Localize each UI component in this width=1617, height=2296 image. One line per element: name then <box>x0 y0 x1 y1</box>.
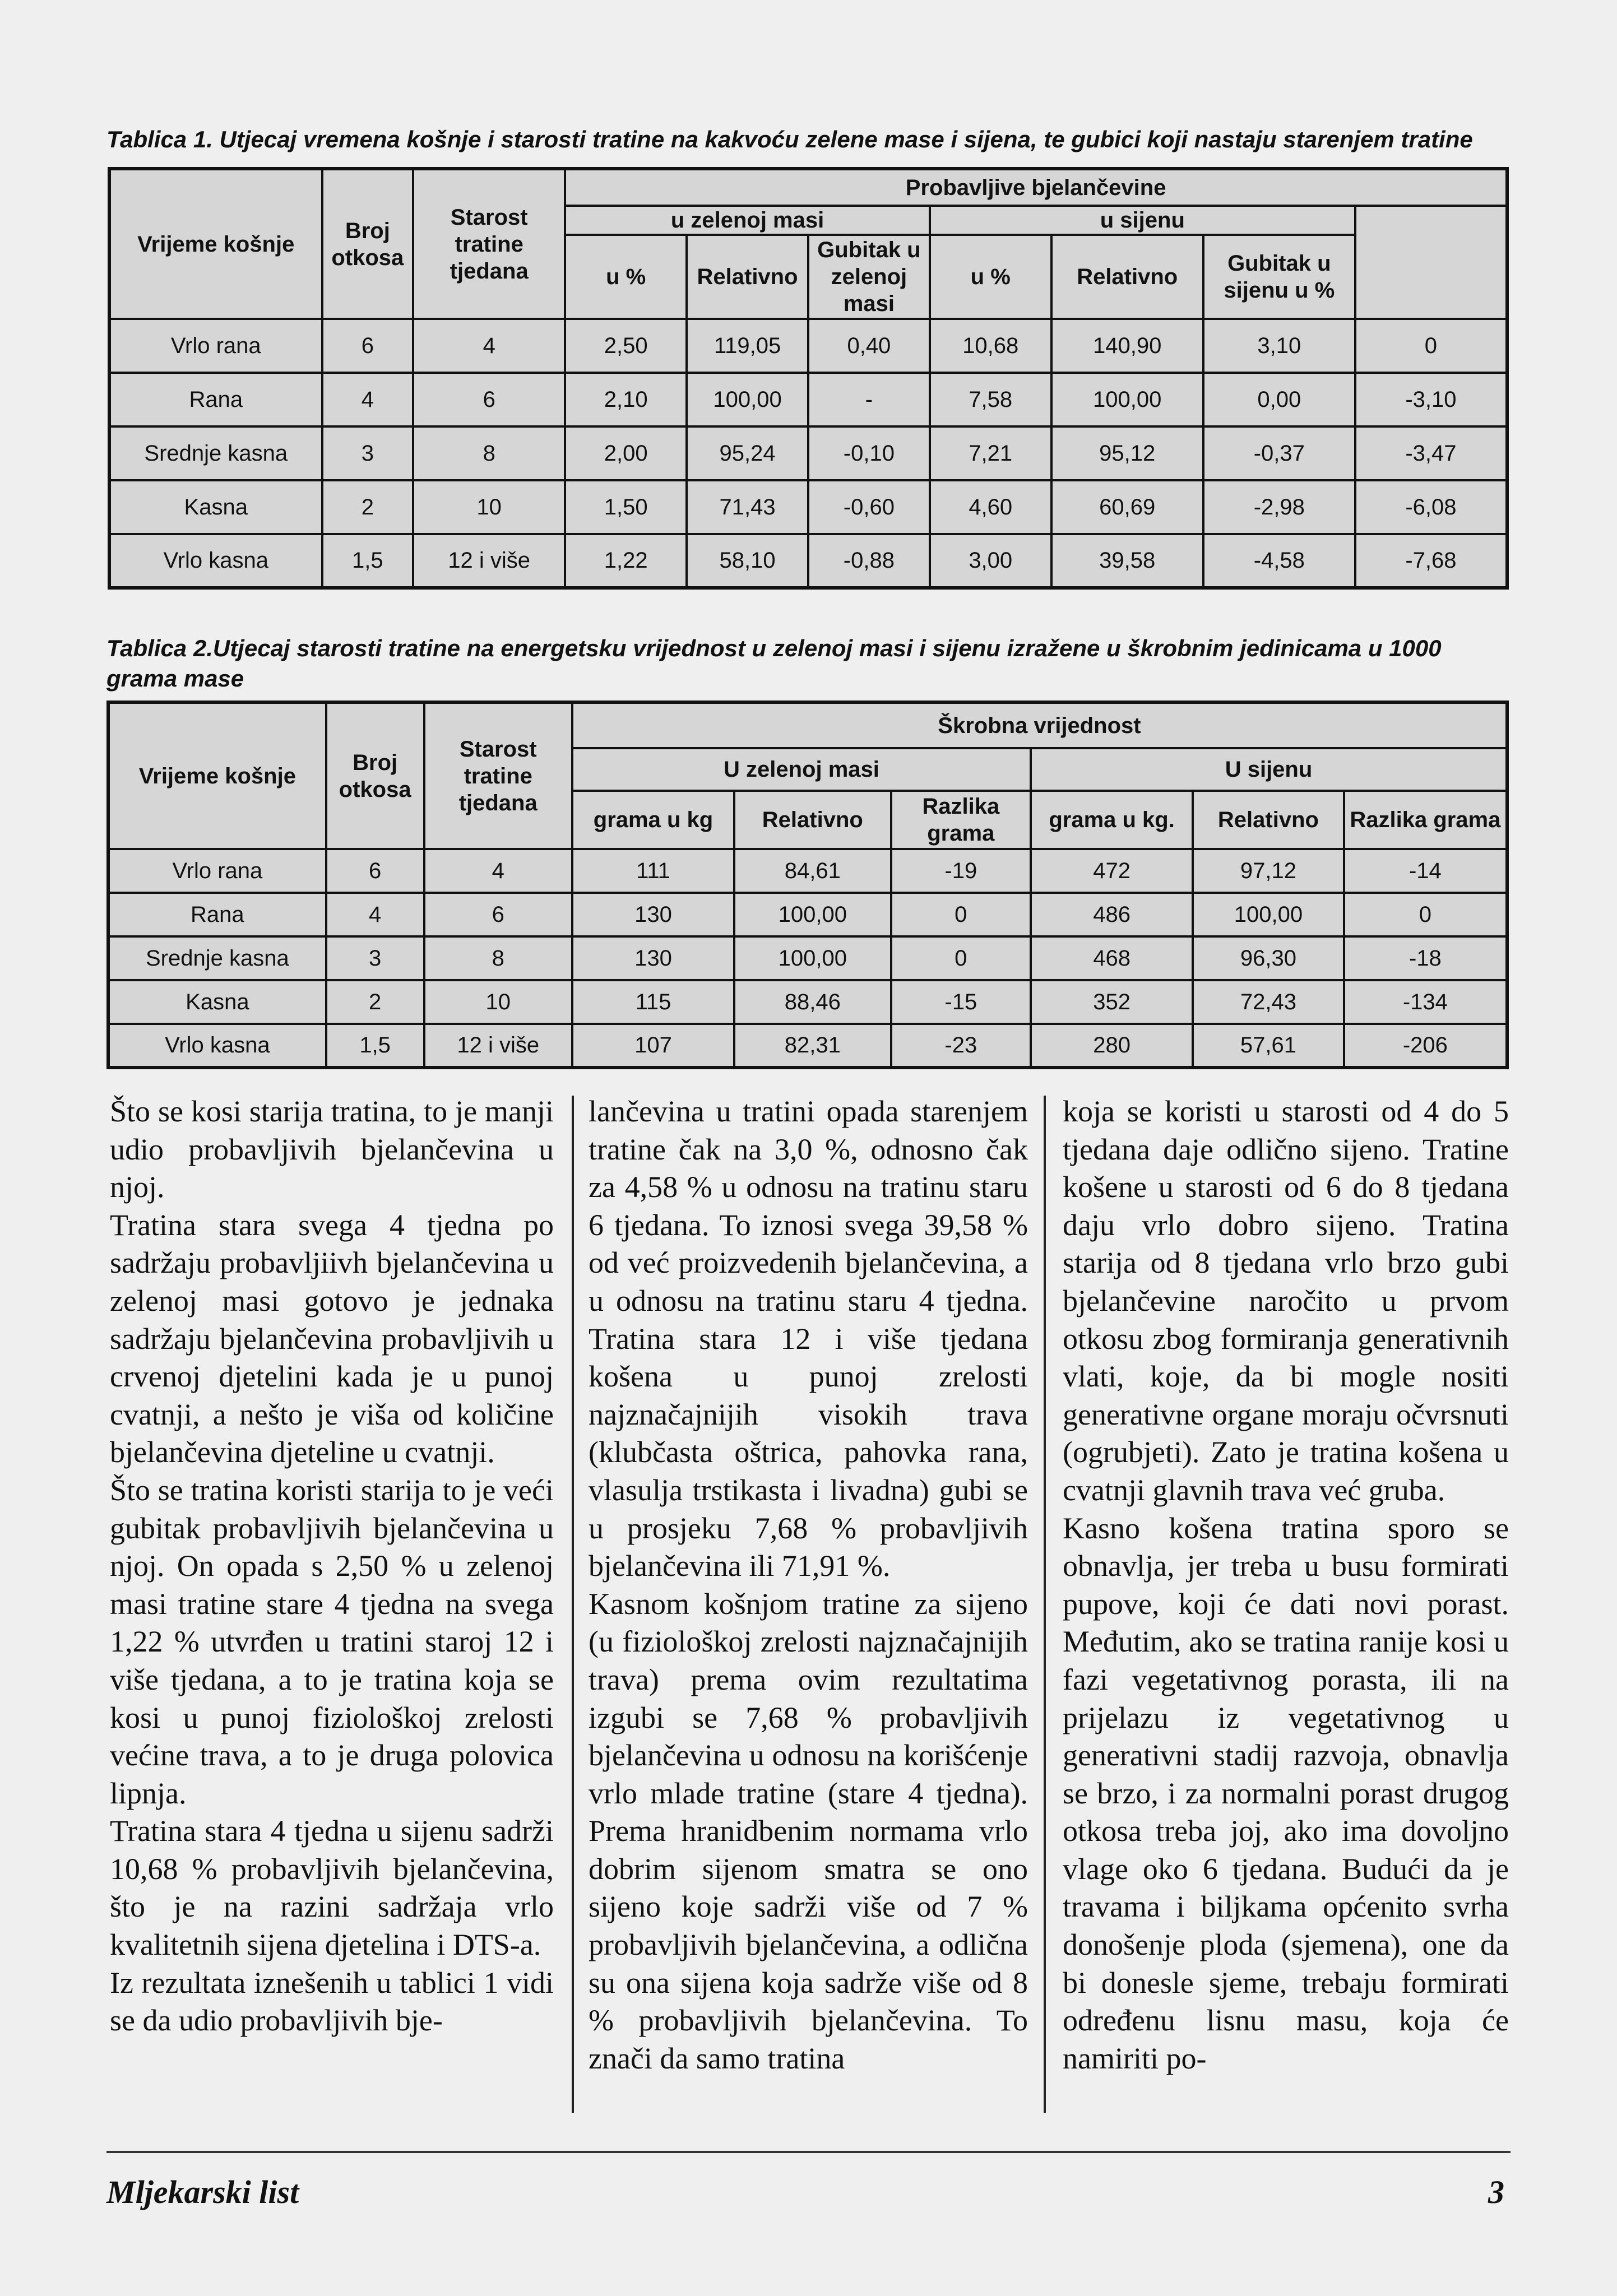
t2-cell: 12 i više <box>424 1024 572 1068</box>
t1-cell: Kasna <box>109 480 322 534</box>
t2-header-starost: Starost tratine tjedana <box>424 702 572 849</box>
t2-cell: 100,00 <box>734 936 891 980</box>
t1-row <box>109 480 1507 534</box>
paragraph: Iz rezultata iznešenih u tablici 1 vidi se da udio probavljivih bje- <box>110 1965 554 2038</box>
t1-cell: 100,00 <box>1051 373 1203 426</box>
t2-cell: 88,46 <box>734 980 891 1024</box>
t1-cell: 4 <box>413 319 565 373</box>
t2-cell: 57,61 <box>1193 1024 1344 1068</box>
t2-cell: -18 <box>1344 936 1507 980</box>
t2-cell: -23 <box>891 1024 1031 1068</box>
t1-header-u-pct: u % <box>565 235 687 319</box>
t2-header-sijeno: U sijenu <box>1031 748 1507 791</box>
t2-row <box>108 980 1507 1024</box>
t2-cell: -19 <box>891 849 1031 893</box>
t1-cell: Vrlo rana <box>109 319 322 373</box>
t1-cell: 95,24 <box>687 426 808 480</box>
t1-cell: 10 <box>413 480 565 534</box>
t2-cell: 472 <box>1031 849 1193 893</box>
t2-cell: Kasna <box>108 980 326 1024</box>
t2-header-razlika2: Razlika grama <box>1344 791 1507 849</box>
t2-cell: 100,00 <box>734 893 891 936</box>
t1-cell: -7,68 <box>1355 534 1507 588</box>
footer-rule <box>106 2151 1511 2153</box>
t1-cell: 3 <box>322 426 414 480</box>
t1-cell: -0,88 <box>808 534 930 588</box>
t1-cell: 2,10 <box>565 373 687 426</box>
t2-cell: 280 <box>1031 1024 1193 1068</box>
t1-cell: - <box>808 373 930 426</box>
t1-cell: Srednje kasna <box>109 426 322 480</box>
t1-cell: 6 <box>413 373 565 426</box>
t2-row <box>108 1024 1507 1068</box>
t1-header-relativno: Relativno <box>687 235 808 319</box>
t2-cell: -15 <box>891 980 1031 1024</box>
article-column-2 <box>589 1093 1028 2077</box>
t1-cell: 2 <box>322 480 414 534</box>
t1-header-starost: Starost tratine tjedana <box>413 169 565 319</box>
t1-cell: 0 <box>1355 319 1507 373</box>
t1-row <box>109 534 1507 588</box>
t1-header-relativno2: Relativno <box>1051 235 1203 319</box>
paragraph: Tratina stara svega 4 tjedna po sadržaju probavljiivh bjelančevina u zelenoj masi gotovo je jednaka sadržaju bjelančevina probavljivih u crvenoj djetelini kada je u punoj cvatnji, a nešto je viša od količine bjelančevina djeteline u cvatnji. <box>110 1208 554 1469</box>
paragraph: koja se koristi u starosti od 4 do 5 tjedana daje odlično sijeno. Tratine košene u starosti od 6 do 8 tjedana daju vrlo dobro sijeno. Tratina starija od 8 tjedana vrlo brzo gubi bjelančevine naročito u prvom otkosu zbog formiranja generativnih vlati, koje, da bi mogle nositi generativne organe moraju očvrsnuti (ogrubjeti). Zato je tratina košena u cvatnji glavnih trava već gruba. <box>1063 1094 1509 1507</box>
t2-header-relativno: Relativno <box>734 791 891 849</box>
t1-cell: -3,10 <box>1355 373 1507 426</box>
t2-cell: 8 <box>424 936 572 980</box>
t2-cell: 1,5 <box>326 1024 424 1068</box>
t1-row <box>109 319 1507 373</box>
t1-cell: 12 i više <box>413 534 565 588</box>
t1-cell: 1,50 <box>565 480 687 534</box>
t1-cell: 119,05 <box>687 319 808 373</box>
t2-row <box>108 936 1507 980</box>
t1-cell: 60,69 <box>1051 480 1203 534</box>
t1-cell: 8 <box>413 426 565 480</box>
t1-cell: -6,08 <box>1355 480 1507 534</box>
paragraph: Kasno košena tratina sporo se obnavlja, jer treba u busu formirati pupove, koji će dati novi porast. Međutim, ako se tratina ranije kosi u fazi vegetativnog porasta, ili na prijelazu iz vegetativnog u generativni stadij razvoja, obnavlja se brzo, i za normalni porast drugog otkosa treba joj, ako ima dovoljno vlage oko 6 tjedana. Budući da je travama i biljkama općenito svrha donošenje ploda (sjemena), one da bi donesle sjeme, trebaju formirati određenu lisnu masu, koja će namiriti po- <box>1063 1511 1509 2075</box>
paragraph: Kasnom košnjom tratine za sijeno (u fiziološkoj zrelosti najznačajnijih trava) prema ovim rezultatima izgubi se 7,68 % probavljivih bjelančevina u odnosu na korišćenje vrlo mlade tratine (stare 4 tjedna). Prema hranidbenim normama vrlo dobrim sijenom smatra se ono sijeno koje sadrži više od 7 % probavljivih bjelančevina, a odlična su ona sijena koja sadrže više od 8 % probavljivih bjelančevina. To znači da samo tratina <box>589 1587 1028 2075</box>
t1-header-vrijeme: Vrijeme košnje <box>109 169 322 319</box>
table2-caption: Tablica 2.Utjecaj starosti tratine na energetsku vrijednost u zelenoj masi i sijenu izražene u škrobnim jedinicama u 1000 grama mase <box>106 635 1442 692</box>
t2-cell: 0 <box>1344 893 1507 936</box>
t2-cell: 6 <box>326 849 424 893</box>
t2-cell: -134 <box>1344 980 1507 1024</box>
t1-cell: 7,21 <box>930 426 1051 480</box>
t2-cell: -14 <box>1344 849 1507 893</box>
t1-cell: -2,98 <box>1203 480 1355 534</box>
t1-row <box>109 426 1507 480</box>
t1-cell: -3,47 <box>1355 426 1507 480</box>
paragraph: Što se tratina koristi starija to je veći gubitak probavljivih bjelančevina u njoj. On opada s 2,50 % u zelenoj masi tratine stare 4 tjedna na svega 1,22 % utvrđen u tratini staroj 12 i više tjedana, a to je tratina koja se kosi u punoj fiziološkoj zrelosti većine trava, a to je druga polovica lipnja. <box>110 1473 554 1810</box>
t1-cell: 100,00 <box>687 373 808 426</box>
t1-cell: 39,58 <box>1051 534 1203 588</box>
t2-cell: 130 <box>572 893 734 936</box>
t2-cell: Vrlo rana <box>108 849 326 893</box>
column-divider <box>1044 1096 1046 2113</box>
t2-cell: 100,00 <box>1193 893 1344 936</box>
t1-cell: -0,60 <box>808 480 930 534</box>
t1-cell: Rana <box>109 373 322 426</box>
t1-header-empty <box>1355 206 1507 319</box>
table2 <box>106 701 1509 1069</box>
t2-cell: 130 <box>572 936 734 980</box>
t2-header-group: Škrobna vrijednost <box>572 702 1507 748</box>
t2-cell: 0 <box>891 936 1031 980</box>
t1-cell: Vrlo kasna <box>109 534 322 588</box>
t2-cell: Srednje kasna <box>108 936 326 980</box>
article-column-3 <box>1063 1093 1509 2077</box>
t2-cell: 0 <box>891 893 1031 936</box>
t2-cell: 72,43 <box>1193 980 1344 1024</box>
t2-header-relativno2: Relativno <box>1193 791 1344 849</box>
t1-header-broj: Broj otkosa <box>322 169 414 319</box>
t2-cell: Vrlo kasna <box>108 1024 326 1068</box>
t1-cell: -0,10 <box>808 426 930 480</box>
t2-cell: 4 <box>326 893 424 936</box>
t1-cell: -4,58 <box>1203 534 1355 588</box>
t2-cell: 115 <box>572 980 734 1024</box>
t2-row <box>108 849 1507 893</box>
t1-cell: 7,58 <box>930 373 1051 426</box>
t2-cell: 10 <box>424 980 572 1024</box>
t1-header-gubitak-zelena: Gubitak u zelenoj masi <box>808 235 930 319</box>
paragraph: Što se kosi starija tratina, to je manji udio probavljivih bjelančevina u njoj. <box>110 1094 554 1204</box>
t2-cell: 111 <box>572 849 734 893</box>
t2-cell: 486 <box>1031 893 1193 936</box>
t2-cell: 3 <box>326 936 424 980</box>
t2-cell: 84,61 <box>734 849 891 893</box>
t1-cell: 3,00 <box>930 534 1051 588</box>
journal-name: Mljekarski list <box>106 2174 299 2210</box>
t1-cell: 2,00 <box>565 426 687 480</box>
article-column-1 <box>110 1093 554 2040</box>
t2-cell: Rana <box>108 893 326 936</box>
t2-header-razlika: Razlika grama <box>891 791 1031 849</box>
t2-header-broj: Broj otkosa <box>326 702 424 849</box>
t1-cell: -0,37 <box>1203 426 1355 480</box>
t1-cell: 4 <box>322 373 414 426</box>
t1-cell: 0,40 <box>808 319 930 373</box>
t2-header-grama-kg2: grama u kg. <box>1031 791 1193 849</box>
t1-cell: 95,12 <box>1051 426 1203 480</box>
t2-cell: -206 <box>1344 1024 1507 1068</box>
t2-cell: 107 <box>572 1024 734 1068</box>
paragraph: Tratina stara 4 tjedna u sijenu sadrži 10,68 % probavljivih bjelančevina, što je na razini sadržaja vrlo kvalitetnih sijena djetelina i DTS-a. <box>110 1814 554 1962</box>
t1-header-gubitak-sijeno: Gubitak u sijenu u % <box>1203 235 1355 319</box>
t1-cell: 2,50 <box>565 319 687 373</box>
t2-cell: 468 <box>1031 936 1193 980</box>
t2-cell: 352 <box>1031 980 1193 1024</box>
t1-cell: 0,00 <box>1203 373 1355 426</box>
t2-cell: 82,31 <box>734 1024 891 1068</box>
table1-caption: Tablica 1. Utjecaj vremena košnje i starosti tratine na kakvoću zelene mase i sijena, te gubici koji nastaju starenjem tratine <box>106 126 1473 152</box>
t2-cell: 6 <box>424 893 572 936</box>
t2-cell: 96,30 <box>1193 936 1344 980</box>
t1-cell: 6 <box>322 319 414 373</box>
paragraph: lančevina u tratini opada starenjem tratine čak na 3,0 %, odnosno čak za 4,58 % u odnosu na tratinu staru 6 tjedana. To iznosi svega 39,58 % od već proizvedenih bjelančevina, a u odnosu na tratinu staru 4 tjedna. Tratina stara 12 i više tjedana košena u punoj zrelosti najznačajnijih visokih trava (klubčasta oštrica, pahovka rana, vlasulja trstikasta i livadna) gubi se u prosjeku 7,68 % probavljivih bjelančevina ili 71,91 %. <box>589 1094 1028 1583</box>
t1-cell: 4,60 <box>930 480 1051 534</box>
t1-header-sijeno: u sijenu <box>930 206 1355 235</box>
t1-header-zelena: u zelenoj masi <box>565 206 930 235</box>
table1 <box>108 167 1509 590</box>
t1-cell: 10,68 <box>930 319 1051 373</box>
t2-row <box>108 893 1507 936</box>
t1-cell: 1,5 <box>322 534 414 588</box>
t1-row <box>109 373 1507 426</box>
t2-header-vrijeme: Vrijeme košnje <box>108 702 326 849</box>
t1-header-group: Probavljive bjelančevine <box>565 169 1507 206</box>
t2-header-zelena: U zelenoj masi <box>572 748 1031 791</box>
t2-cell: 4 <box>424 849 572 893</box>
column-divider <box>572 1096 574 2113</box>
t2-cell: 97,12 <box>1193 849 1344 893</box>
t1-cell: 71,43 <box>687 480 808 534</box>
t1-cell: 1,22 <box>565 534 687 588</box>
t1-cell: 3,10 <box>1203 319 1355 373</box>
t1-header-u-pct2: u % <box>930 235 1051 319</box>
t2-header-grama-kg: grama u kg <box>572 791 734 849</box>
t1-cell: 58,10 <box>687 534 808 588</box>
page-number: 3 <box>1488 2174 1504 2210</box>
t2-cell: 2 <box>326 980 424 1024</box>
t1-cell: 140,90 <box>1051 319 1203 373</box>
